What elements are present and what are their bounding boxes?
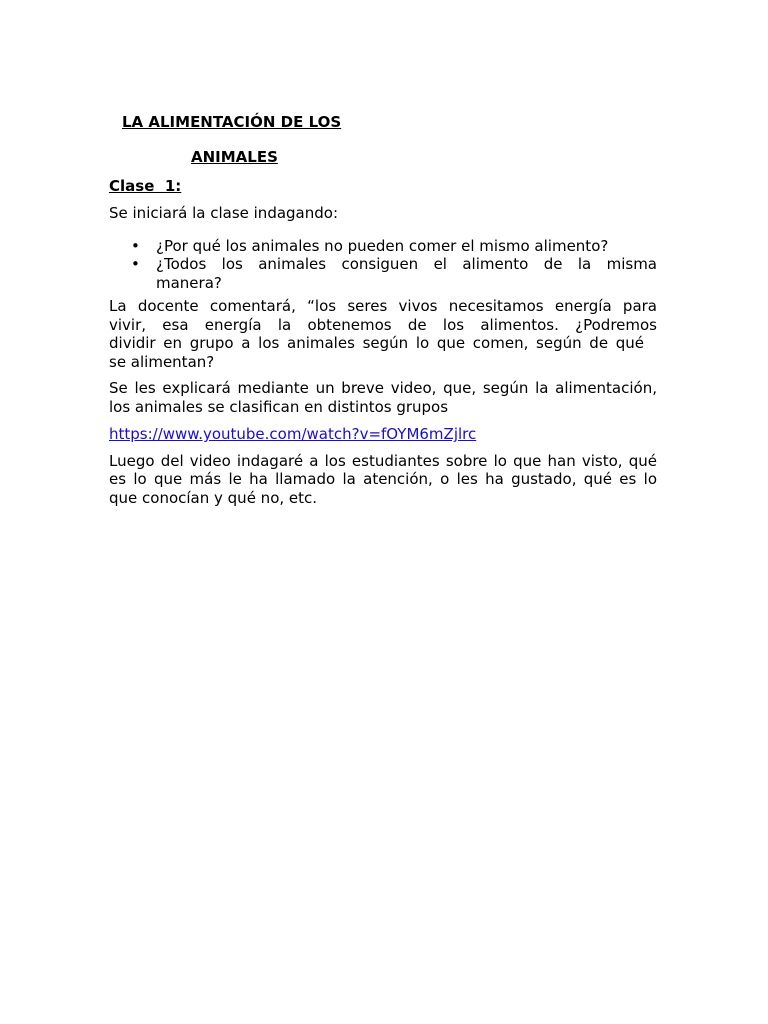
question-text-continued: manera? — [156, 273, 222, 292]
question-list — [109, 237, 657, 293]
question-text: ¿Por qué los animales no pueden comer el mismo alimento? — [156, 236, 609, 255]
paragraph-line: La docente comentará, “los seres vivos necesitamos energía para — [109, 297, 657, 315]
video-link-paragraph — [109, 425, 657, 444]
title-line-1: LA ALIMENTACIÓN DE LOS — [122, 113, 342, 131]
intro-paragraph: Se iniciará la clase indagando: — [109, 204, 338, 222]
docente-paragraph — [109, 297, 657, 371]
paragraph-line: Se les explicará mediante un breve video, que, según la alimentación, — [109, 379, 657, 397]
bullet-icon: • — [131, 236, 140, 255]
paragraph-line: Luego del video indagaré a los estudiantes sobre lo que han visto, qué — [109, 451, 657, 470]
clase-heading: Clase 1: — [109, 177, 182, 195]
luego-paragraph — [109, 452, 657, 508]
list-item — [109, 237, 657, 256]
paragraph-line: es lo que más le ha llamado la atención, o les ha gustado, qué es lo — [109, 470, 657, 488]
question-text: ¿Todos los animales consiguen el alimento de la misma — [156, 255, 657, 273]
paragraph-line: los animales se clasifican en distintos grupos — [109, 397, 449, 416]
title-line-2: ANIMALES — [191, 148, 278, 166]
explica-paragraph — [109, 379, 657, 416]
video-link[interactable]: https://www.youtube.com/watch?v=fOYM6mZjlrc — [109, 425, 477, 443]
paragraph-line: que conocían y qué no, etc. — [109, 488, 318, 507]
paragraph-line: vivir, esa energía la obtenemos de los alimentos. ¿Podremos — [109, 315, 657, 334]
paragraph-line: dividir en grupo a los animales según lo que comen, según de qué — [109, 334, 644, 352]
list-item — [109, 255, 657, 292]
bullet-icon: • — [131, 255, 140, 273]
paragraph-line: se alimentan? — [109, 352, 215, 371]
document-page — [109, 113, 657, 507]
